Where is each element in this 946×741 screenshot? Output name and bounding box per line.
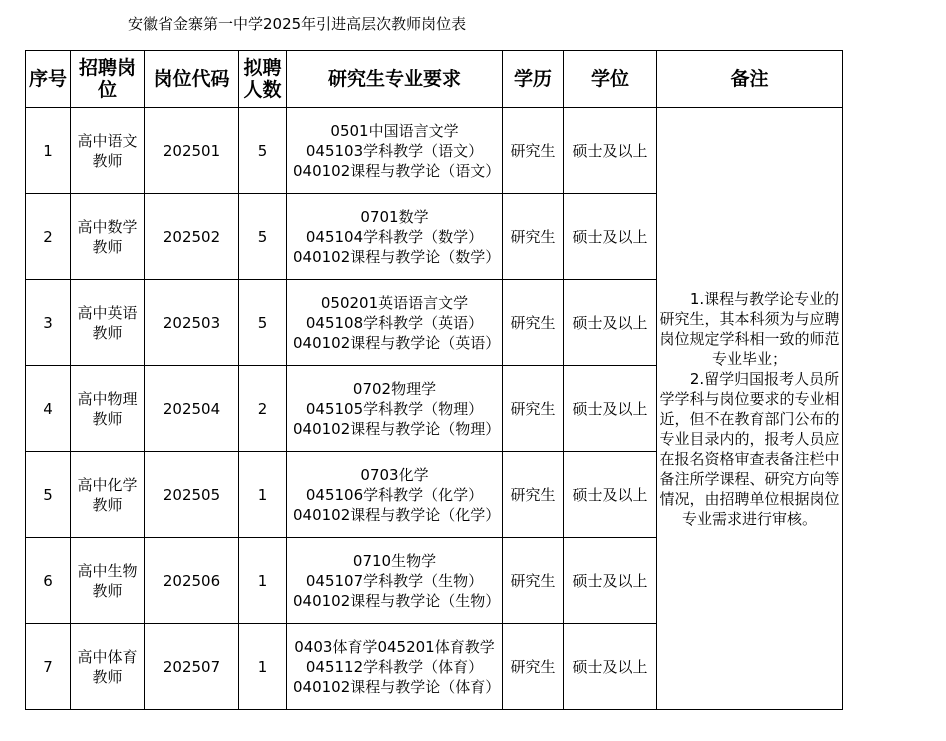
major-line: 045108学科教学（英语） <box>305 313 484 332</box>
cell-degree: 硕士及以上 <box>564 538 657 624</box>
cell-education: 研究生 <box>503 366 564 452</box>
cell-index: 7 <box>26 624 71 710</box>
cell-education: 研究生 <box>503 538 564 624</box>
header-major: 研究生专业要求 <box>287 51 503 108</box>
cell-count: 5 <box>239 280 287 366</box>
cell-index: 5 <box>26 452 71 538</box>
header-degree: 学位 <box>564 51 657 108</box>
header-position: 招聘岗位 <box>71 51 145 108</box>
major-line: 0702物理学 <box>352 379 437 398</box>
table-header-row <box>26 51 843 108</box>
major-line: 0703化学 <box>360 465 429 484</box>
cell-major <box>287 108 503 194</box>
major-line: 0710生物学 <box>352 551 437 570</box>
major-line: 0403体育学045201体育教学 <box>294 637 495 656</box>
cell-major <box>287 624 503 710</box>
cell-count: 1 <box>239 452 287 538</box>
cell-index: 3 <box>26 280 71 366</box>
major-line: 045106学科教学（化学） <box>305 485 484 504</box>
major-line: 0501中国语言文学 <box>330 121 459 140</box>
cell-education: 研究生 <box>503 624 564 710</box>
cell-count: 1 <box>239 624 287 710</box>
remark-item: 1.课程与教学论专业的研究生，其本科须为与应聘岗位规定学科相一致的师范专业毕业； <box>659 289 840 368</box>
major-line: 050201英语语言文学 <box>320 293 469 312</box>
cell-index: 6 <box>26 538 71 624</box>
header-count: 拟聘人数 <box>239 51 287 108</box>
major-line: 040102课程与教学论（生物） <box>293 591 501 610</box>
cell-code: 202502 <box>145 194 239 280</box>
cell-code: 202506 <box>145 538 239 624</box>
major-line: 040102课程与教学论（体育） <box>293 677 501 696</box>
table-row <box>26 108 843 194</box>
cell-degree: 硕士及以上 <box>564 452 657 538</box>
cell-position: 高中体育教师 <box>71 624 145 710</box>
remark-item: 2.留学归国报考人员所学学科与岗位要求的专业相近，但不在教育部门公布的专业目录内的，报考人员应在报名资格审查表备注栏中备注所学课程、研究方向等情况，由招聘单位根据岗位专业需求进行审核。 <box>659 369 840 528</box>
cell-major <box>287 452 503 538</box>
cell-education: 研究生 <box>503 280 564 366</box>
page-title: 安徽省金寨第一中学2025年引进高层次教师岗位表 <box>128 15 467 33</box>
cell-index: 4 <box>26 366 71 452</box>
cell-major <box>287 194 503 280</box>
cell-degree: 硕士及以上 <box>564 280 657 366</box>
major-line: 045105学科教学（物理） <box>305 399 484 418</box>
cell-position: 高中化学教师 <box>71 452 145 538</box>
cell-education: 研究生 <box>503 194 564 280</box>
cell-degree: 硕士及以上 <box>564 624 657 710</box>
cell-degree: 硕士及以上 <box>564 108 657 194</box>
major-line: 045104学科教学（数学） <box>305 227 484 246</box>
cell-major <box>287 538 503 624</box>
cell-code: 202501 <box>145 108 239 194</box>
cell-position: 高中生物教师 <box>71 538 145 624</box>
header-education: 学历 <box>503 51 564 108</box>
major-line: 045103学科教学（语文） <box>305 141 484 160</box>
cell-position: 高中英语教师 <box>71 280 145 366</box>
cell-position: 高中语文教师 <box>71 108 145 194</box>
cell-education: 研究生 <box>503 108 564 194</box>
cell-code: 202507 <box>145 624 239 710</box>
major-line: 040102课程与教学论（数学） <box>293 247 501 266</box>
cell-position: 高中物理教师 <box>71 366 145 452</box>
cell-education: 研究生 <box>503 452 564 538</box>
cell-code: 202504 <box>145 366 239 452</box>
cell-major <box>287 366 503 452</box>
cell-code: 202503 <box>145 280 239 366</box>
cell-count: 1 <box>239 538 287 624</box>
cell-degree: 硕士及以上 <box>564 194 657 280</box>
major-line: 040102课程与教学论（英语） <box>293 333 501 352</box>
cell-degree: 硕士及以上 <box>564 366 657 452</box>
remarks-cell <box>657 108 843 710</box>
cell-count: 5 <box>239 108 287 194</box>
major-line: 040102课程与教学论（物理） <box>293 419 501 438</box>
major-line: 045107学科教学（生物） <box>305 571 484 590</box>
header-remarks: 备注 <box>657 51 843 108</box>
cell-code: 202505 <box>145 452 239 538</box>
header-code: 岗位代码 <box>145 51 239 108</box>
header-index: 序号 <box>26 51 71 108</box>
cell-position: 高中数学教师 <box>71 194 145 280</box>
cell-count: 5 <box>239 194 287 280</box>
major-line: 0701数学 <box>360 207 429 226</box>
major-line: 040102课程与教学论（语文） <box>293 161 501 180</box>
positions-table <box>25 50 843 710</box>
major-line: 045112学科教学（体育） <box>305 657 484 676</box>
cell-major <box>287 280 503 366</box>
cell-index: 1 <box>26 108 71 194</box>
cell-count: 2 <box>239 366 287 452</box>
cell-index: 2 <box>26 194 71 280</box>
major-line: 040102课程与教学论（化学） <box>293 505 501 524</box>
